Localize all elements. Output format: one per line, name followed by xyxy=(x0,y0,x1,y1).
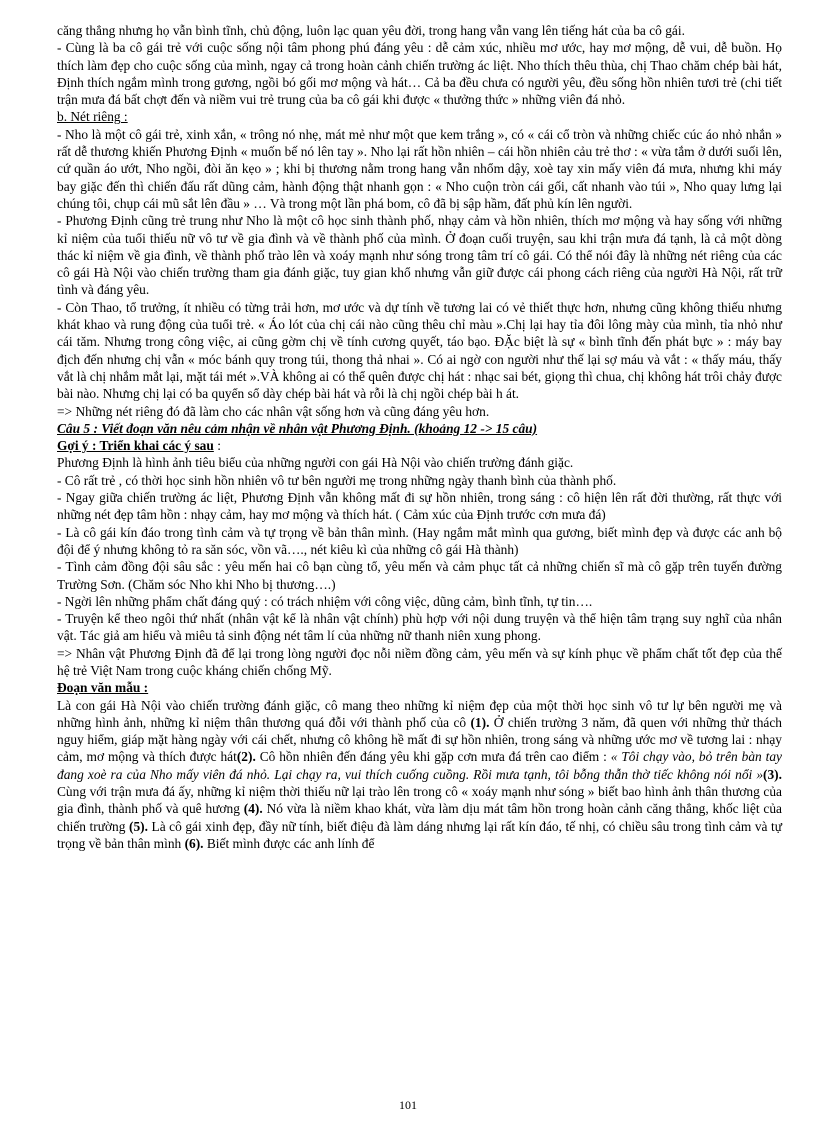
sample-text: Nó vừa là niềm khao khát, vừa làm dịu mát tâm hồn trong hoàn cảnh căng thẳng, khốc liệt của chiến trường xyxy=(57,801,782,834)
paragraph: căng thẳng nhưng họ vẫn bình tĩnh, chủ động, luôn lạc quan yêu đời, trong hang vẫn vang lên tiếng hát của ba cô gái. xyxy=(57,23,685,38)
sample-heading: Đoạn văn mẫu : xyxy=(57,680,149,696)
paragraph: => Nhân vật Phương Định đã để lại trong lòng người đọc nỗi niềm đồng cảm, yêu mến và sự kính phục về phẩm chất tốt đẹp của thế hệ trẻ Việt Nam trong cuộc kháng chiến chống Mỹ. xyxy=(57,645,782,678)
quoted-text: « Tôi chạy vào, bỏ trên bàn tay đang xoè ra của Nho mấy viên đá nhỏ. Lại chạy ra, vui thích cuống cuồng. Rồi mưa tạnh, tôi bỗng thẫn thờ tiếc không nói nổi » xyxy=(57,749,783,782)
sample-text: Là con gái Hà Nội vào chiến trường đánh giặc, cô mang theo những kỉ niệm đẹp của một thời học sinh vô tư lự bên người mẹ và những hình ảnh, những kỉ niệm thân thương quá đỗi với thành phố của cô xyxy=(57,697,782,730)
sentence-number: (4). xyxy=(243,801,263,817)
sentence-number: (2). xyxy=(236,749,256,765)
sample-text: Cùng với trận mưa đá ấy, những kỉ niệm thời thiếu nữ lại trào lên trong cô « xoáy mạnh như sóng » biết bao hình ảnh thân thương của gia đình, thành phố và quê hương xyxy=(57,784,782,817)
hint-heading-suffix: : xyxy=(213,438,221,454)
paragraph: - Còn Thao, tổ trưởng, ít nhiều có từng trải hơn, mơ ước và dự tính về tương lai có vẻ thiết thực hơn, nhưng cũng không thiếu nhưng khát khao và rung động của tuổi trẻ. « Áo lót của chị cái nào cũng thêu chỉ màu ».Chị lại hay tỉa đôi lông mày của mình, tỉa nhỏ như cái tăm. Nhưng trong công việc, ai cũng gờm chị về tính cương quyết, táo bạo. ĐẶc biệt là sự « bình tĩnh đến phát bực » : máy bay địch đến nhưng chị vẫn « móc bánh quy trong túi, thong thả nhai ». Có ai ngờ con người như thế lại sợ máu và vắt : « thấy máu, thấy vắt là chị nhắm mắt lại, mặt tái mét ».VÀ không ai có thể quên được chị hát : nhạc sai bét, giọng thì chua, chị không hát trôi chảy được bài nào. Nhưng chị lại có ba quyển sổ dày chép bài hát và rỗi là chị ngồi chép bài h át. xyxy=(57,299,782,402)
sample-text: Cô hồn nhiên đến đáng yêu khi gặp cơn mưa đá trên cao điểm : xyxy=(255,749,611,765)
hint-heading-label: Gợi ý : Triển khai các ý sau xyxy=(57,438,214,454)
page-number: 101 xyxy=(399,1098,417,1112)
sample-paragraph xyxy=(57,697,782,853)
hint-heading xyxy=(57,437,782,454)
sentence-number: (6). xyxy=(184,835,204,851)
paragraph: - Phương Định cũng trẻ trung như Nho là một cô học sinh thành phố, nhạy cảm và hồn nhiên, thích mơ mộng và hay sống với những kỉ niệm của tuổi thiếu nữ vô tư về gia đình và về thành phố của mình. Ở đoạn cuối truyện, sau khi trận mưa đá tạnh, là cả một dòng thác kỉ niệm về gia đình, về thành phố trào lên và xoáy mạnh như sóng trong tâm trí cô gái. Có thể nói đây là những nét riêng của các cô gái Hà Nội vào chiến trường tham gia đánh giặc, tuy gian khổ nhưng vẫn giữ được cái phong cách riêng của người Hà Nội, rất trữ tình và đáng yêu. xyxy=(57,213,782,298)
list-item: - Truyện kể theo ngôi thứ nhất (nhân vật kể là nhân vật chính) phù hợp với nội dung truyện và thể hiện tâm trạng suy nghĩ của nhân vật. Tác giả am hiểu và miêu tả sinh động nét tâm lí của những nữ thanh niên xung phong. xyxy=(57,611,782,644)
sentence-number: (1). xyxy=(470,714,490,730)
sentence-number: (3). xyxy=(763,766,782,782)
list-item: - Ngay giữa chiến trường ác liệt, Phương Định vẫn không mất đi sự hồn nhiên, trong sáng : cô hiện lên rất đời thường, rất thực với những nét đẹp tâm hồn : nhạy cảm, hay mơ mộng và thích hát. ( Cảm xúc của Định trước cơn mưa đá) xyxy=(57,490,782,523)
paragraph: - Cùng là ba cô gái trẻ với cuộc sống nội tâm phong phú đáng yêu : dễ cảm xúc, nhiều mơ ước, hay mơ mộng, dễ vui, dễ buồn. Họ thích làm đẹp cho cuộc sống của mình, ngay cả trong hoàn cảnh chiến trường ác liệt. Nho thích thêu thùa, chị Thao chăm chép bài hát, Định thích ngắm mình trong gương, ngồi bó gối mơ mộng và hát… Cả ba đều chưa có người yêu, đều sống hồn nhiên tươi trẻ (chi tiết trận mưa đá bất chợt đến và niềm vui trẻ trung của ba cô gái khi được « thưởng thức » những viên đá nhỏ. xyxy=(57,40,782,108)
sentence-number: (5). xyxy=(129,818,148,834)
sample-text: Ở chiến trường 3 năm, đã quen với những thử thách nguy hiểm, giáp mặt hàng ngày với cái chết, nhưng cô không hề mất đi sự hồn nhiên, trong sáng và những ước mơ về tương lai : nhạy cảm, mơ mộng và thích được hát xyxy=(57,714,783,765)
paragraph: - Nho là một cô gái trẻ, xinh xắn, « trông nó nhẹ, mát mẻ như một que kem trắng », có « cái cổ tròn và những chiếc cúc áo nhỏ nhắn » rất dễ thương khiến Phương Định « muốn bế nó lên tay ». Nho lại rất hồn nhiên – cái hồn nhiên cảu trẻ thơ : « vừa tắm ở dưới suối lên, cứ quần áo ướt, Nho ngồi, đòi ăn kẹo » ; khi bị thương nằm trong hang vẫn nhổm dậy, xoè tay xin mấy viên đá mưa, nhưng khi máy bay giặc đến thì chiến đấu rất dũng cảm, hành động thật nhanh gọn : « Nho cuộn tròn cái gối, cất nhanh vào túi », Nho quay lưng lại chúng tôi, chụp cái mũ sắt lên đầu » … Và trong một lần phá bom, cô đã bị sập hầm, đất phủ kín lên người. xyxy=(57,126,782,211)
list-item: - Là cô gái kín đáo trong tình cảm và tự trọng về bản thân mình. (Hay ngắm mắt mình qua gương, biết mình đẹp và được các anh bộ đội để ý nhưng không tỏ ra săn sóc, vồn vã…., nét kiêu kì của những cô gái Hà thành) xyxy=(57,524,782,557)
document-page xyxy=(57,22,782,852)
paragraph: => Những nét riêng đó đã làm cho các nhân vật sống hơn và cũng đáng yêu hơn. xyxy=(57,403,490,419)
list-item: - Tình cảm đồng đội sâu sắc : yêu mến hai cô bạn cùng tổ, yêu mến và cảm phục tất cả những chiến sĩ mà cô gặp trên tuyến đường Trường Sơn. (Chăm sóc Nho khi Nho bị thương….) xyxy=(57,559,782,592)
sample-text: Là cô gái xinh đẹp, đầy nữ tính, biết điệu đà làm dáng nhưng lại rất kín đáo, tế nhị, có chiều sâu trong tình cảm và tự trọng về bản thân mình xyxy=(57,818,783,851)
list-item: - Cô rất trẻ , có thời học sinh hồn nhiên vô tư bên người mẹ trong những ngày thanh bình của thành phố. xyxy=(57,472,617,488)
section-heading: b. Nét riêng : xyxy=(57,109,128,125)
paragraph: Phương Định là hình ảnh tiêu biểu của những người con gái Hà Nội vào chiến trường đánh giặc. xyxy=(57,455,574,471)
question-heading: Câu 5 : Viết đoạn văn nêu cảm nhận về nhân vật Phương Định. (khoảng 12 -> 15 câu) xyxy=(57,420,538,436)
sample-text: Biết mình được các anh lính để xyxy=(203,835,375,851)
list-item: - Ngời lên những phẩm chất đáng quý : có trách nhiệm với công việc, dũng cảm, bình tĩnh, tự tin…. xyxy=(57,593,593,609)
